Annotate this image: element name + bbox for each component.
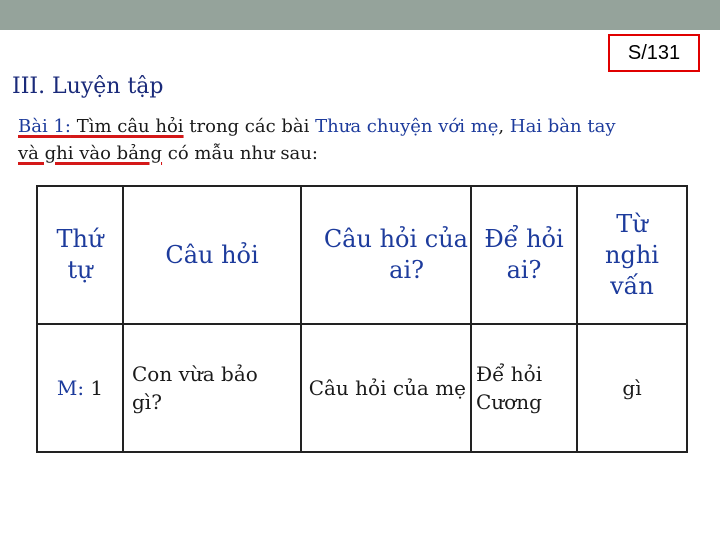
question-table [36,185,688,453]
header-question: Câu hỏi [123,186,301,324]
exercise-label: Bài 1: [18,116,71,137]
table-header-row [37,186,687,324]
lesson-title-2: Hai bàn tay [509,116,616,137]
header-stt: Thứ tự [37,186,123,324]
exercise-instruction [18,113,708,167]
header-question-word: Từ nghi vấn [577,186,687,324]
exercise-comma: , [498,116,510,137]
section-title: III. Luyện tập [12,74,164,99]
cell-whose-question: Câu hỏi của mẹ [301,324,471,452]
exercise-text: trong các bài [183,116,316,137]
lesson-title-1: Thưa chuyện với mẹ [315,116,499,137]
exercise-task: Tìm câu hỏi [70,116,184,137]
header-whose-question: Câu hỏi của ai? [301,186,471,324]
table-row [37,324,687,452]
cell-question-word: gì [577,324,687,452]
cell-question: Con vừa bảo gì? [123,324,301,452]
page-code-badge: S/131 [608,34,700,72]
exercise-task-2: và ghi vào bảng [18,143,163,164]
top-bar [0,0,720,30]
exercise-text-2: có mẫu như sau: [162,143,318,164]
cell-to-ask: Để hỏi Cương [471,324,577,452]
cell-stt: M: 1 [37,324,123,452]
header-to-ask: Để hỏi ai? [471,186,577,324]
